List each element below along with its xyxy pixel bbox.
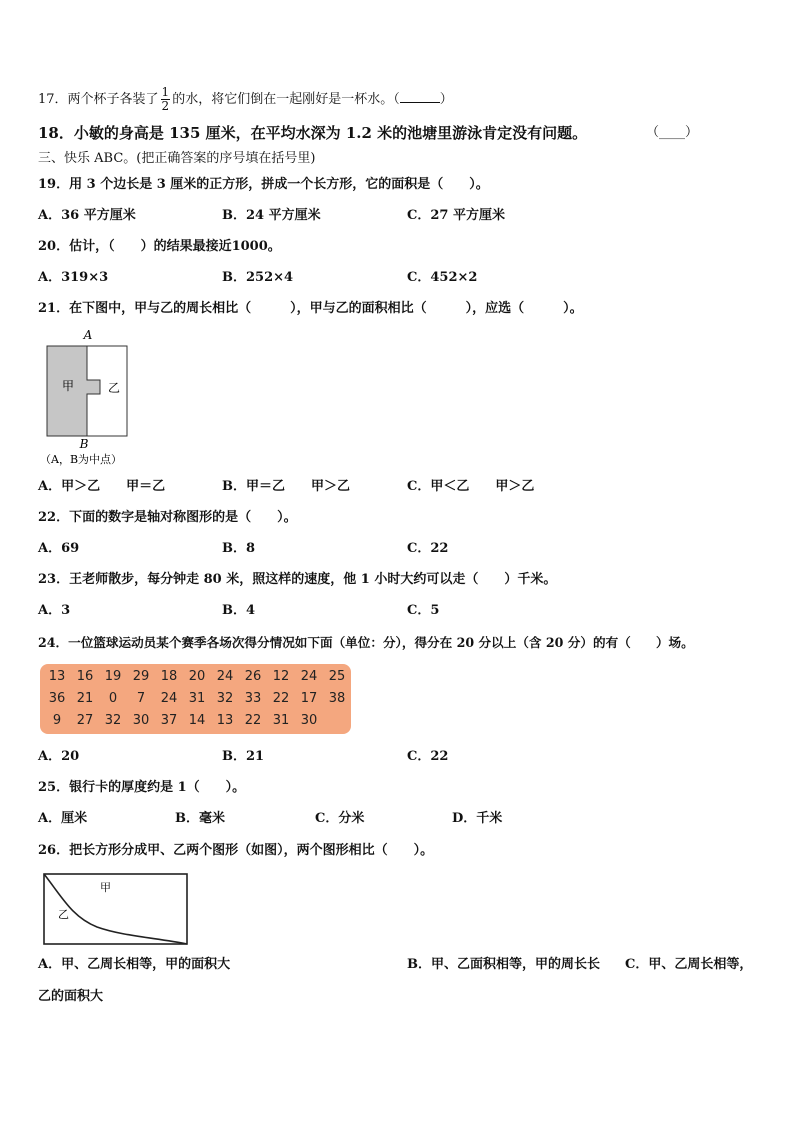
- score-cell: 7: [136, 691, 146, 706]
- score-cell: 13: [48, 669, 66, 684]
- score-cell: 9: [52, 713, 62, 728]
- q21-figure-note: （A，B为中点）: [40, 453, 123, 466]
- q25-option-c[interactable]: C．分米: [315, 811, 365, 826]
- q25-option-a[interactable]: A．厘米: [38, 811, 88, 826]
- q26-label-jia: 甲: [100, 881, 111, 894]
- question-25: 25．银行卡的厚度约是 1（ ）。: [38, 780, 246, 795]
- q26-option-c-continued: 乙的面积大: [38, 989, 104, 1004]
- q19-option-b[interactable]: B．24 平方厘米: [222, 208, 321, 223]
- q26-label-yi: 乙: [58, 908, 69, 921]
- question-24: 24．一位篮球运动员某个赛季各场次得分情况如下面（单位：分），得分在 20 分以上（含 20 分）的有（ ）场。: [38, 635, 694, 650]
- q24-option-a[interactable]: A．20: [38, 749, 80, 764]
- q25-option-b[interactable]: B．毫米: [175, 811, 225, 826]
- score-cell: 24: [300, 669, 318, 684]
- score-row: [40, 666, 351, 688]
- score-cell: 37: [160, 713, 178, 728]
- q23-option-a[interactable]: A．3: [38, 603, 71, 618]
- score-cell: 24: [216, 669, 234, 684]
- question-22: 22．下面的数字是轴对称图形的是（ ）。: [38, 510, 297, 525]
- q21-option-c[interactable]: C．甲＜乙 甲＞乙: [407, 479, 535, 494]
- q25-option-d[interactable]: D．千米: [452, 811, 503, 826]
- q26-figure: [42, 872, 190, 948]
- score-cell: 29: [132, 669, 150, 684]
- score-cell: 25: [328, 669, 346, 684]
- q17-answer-blank[interactable]: [400, 90, 440, 103]
- q21-label-yi: 乙: [108, 381, 121, 395]
- q21-figure: [38, 326, 148, 468]
- score-cell: 33: [244, 691, 262, 706]
- question-23: 23．王老师散步，每分钟走 80 米，照这样的速度，他 1 小时大约可以走（ ）千米。: [38, 572, 557, 587]
- q26-option-b[interactable]: B．甲、乙面积相等，甲的周长长: [407, 957, 600, 972]
- q22-option-a[interactable]: A．69: [38, 541, 80, 556]
- score-cell: 13: [216, 713, 234, 728]
- q20-option-c[interactable]: C．452×2: [407, 270, 478, 285]
- score-cell: 0: [108, 691, 118, 706]
- score-cell: 27: [76, 713, 94, 728]
- q22-option-b[interactable]: B．8: [222, 541, 256, 556]
- score-cell: 38: [328, 691, 346, 706]
- question-19: 19．用 3 个边长是 3 厘米的正方形，拼成一个长方形，它的面积是（ ）。: [38, 177, 489, 192]
- score-cell: 12: [272, 669, 290, 684]
- q26-option-a[interactable]: A．甲、乙周长相等，甲的面积大: [38, 957, 231, 972]
- q23-option-b[interactable]: B．4: [222, 603, 256, 618]
- score-cell: 30: [300, 713, 318, 728]
- score-cell: 32: [104, 713, 122, 728]
- q24-option-c[interactable]: C．22: [407, 749, 449, 764]
- score-cell: 18: [160, 669, 178, 684]
- q24-option-b[interactable]: B．21: [222, 749, 265, 764]
- q26-option-c[interactable]: C．甲、乙周长相等，: [625, 957, 753, 972]
- q21-option-a[interactable]: A．甲＞乙 甲＝乙: [38, 479, 166, 494]
- score-cell: 14: [188, 713, 206, 728]
- score-cell: 31: [272, 713, 290, 728]
- score-cell: 26: [244, 669, 262, 684]
- score-cell: 31: [188, 691, 206, 706]
- q17-text-post: 的水，将它们倒在一起刚好是一杯水。（: [172, 92, 400, 107]
- q20-option-a[interactable]: A．319×3: [38, 270, 109, 285]
- score-cell: 36: [48, 691, 66, 706]
- question-20: 20．估计，（ ）的结果最接近1000。: [38, 239, 281, 254]
- q18-text: 18．小敏的身高是 135 厘米，在平均水深为 1.2 米的池塘里游泳肯定没有问题。: [38, 124, 588, 142]
- q20-option-b[interactable]: B．252×4: [222, 270, 294, 285]
- question-17: 17．两个杯子各装了 $\frac{1}{2}$ 的水，将它们倒在一起刚好是一杯水。（ ）: [38, 85, 453, 113]
- q22-option-c[interactable]: C．22: [407, 541, 449, 556]
- score-cell: 16: [76, 669, 94, 684]
- q24-score-table: [40, 664, 351, 734]
- section-3-heading: 三、快乐 ABC。(把正确答案的序号填在括号里): [38, 151, 316, 166]
- score-cell: 22: [272, 691, 290, 706]
- score-cell: 32: [216, 691, 234, 706]
- score-row: [40, 688, 351, 710]
- question-18: [38, 124, 587, 142]
- q17-text-pre: 17．两个杯子各装了: [38, 92, 159, 107]
- q21-option-b[interactable]: B．甲＝乙 甲＞乙: [222, 479, 350, 494]
- score-row: [40, 710, 351, 732]
- q21-label-b: B: [79, 437, 89, 451]
- score-cell: 24: [160, 691, 178, 706]
- score-cell: 21: [76, 691, 94, 706]
- fraction-one-half: $\frac{1}{2}$: [161, 85, 170, 113]
- q19-option-a[interactable]: A．36 平方厘米: [38, 208, 136, 223]
- q21-label-a: A: [83, 328, 93, 342]
- question-21: 21．在下图中，甲与乙的周长相比（ ），甲与乙的面积相比（ ），应选（ ）。: [38, 301, 583, 316]
- q19-option-c[interactable]: C．27 平方厘米: [407, 208, 505, 223]
- score-cell: 30: [132, 713, 150, 728]
- question-26: 26．把长方形分成甲、乙两个图形（如图），两个图形相比（ ）。: [38, 843, 434, 858]
- q23-option-c[interactable]: C．5: [407, 603, 440, 618]
- q18-answer-blank[interactable]: （____）: [646, 125, 699, 140]
- score-cell: 20: [188, 669, 206, 684]
- q21-label-jia: 甲: [62, 379, 75, 393]
- score-cell: 22: [244, 713, 262, 728]
- score-cell: 17: [300, 691, 318, 706]
- score-cell: 19: [104, 669, 122, 684]
